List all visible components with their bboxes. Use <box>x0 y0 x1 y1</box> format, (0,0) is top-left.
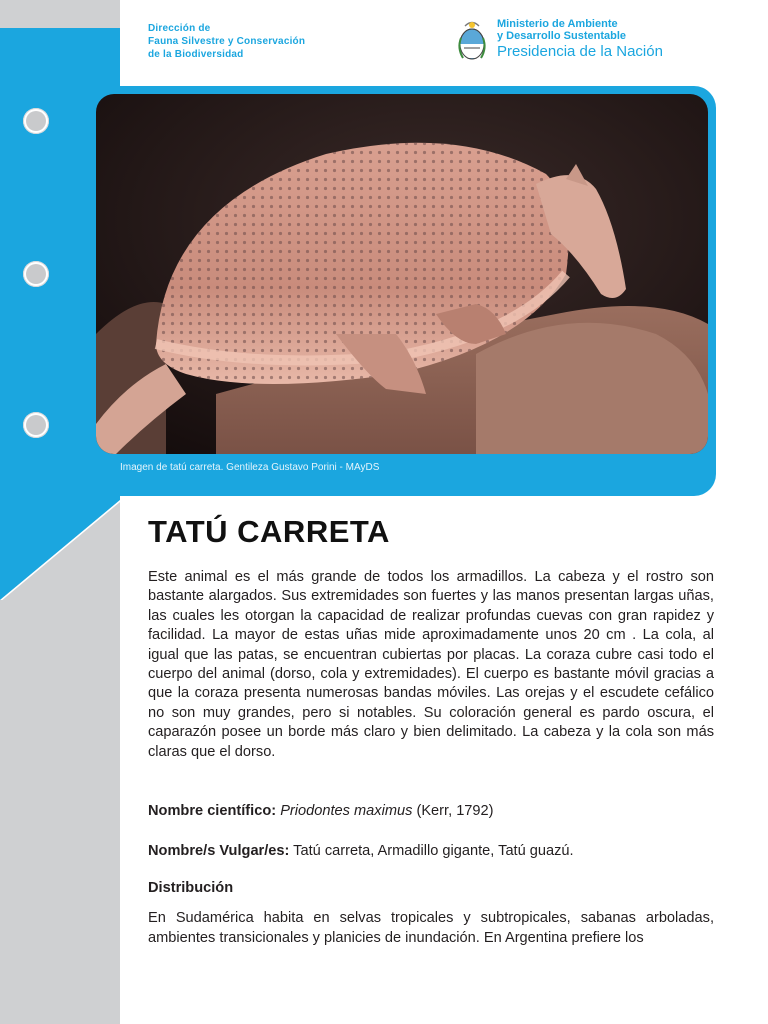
distribution-text: En Sudamérica habita en selvas tropicales y subtropicales, sabanas arboladas, ambientes transicionales y planicies de inundación. En Argentina prefiere los <box>148 910 714 946</box>
agency-line: Dirección de <box>148 23 211 34</box>
common-names-row <box>148 842 574 861</box>
binder-ring-3 <box>23 412 49 438</box>
ministry-line: y Desarrollo Sustentable <box>497 30 626 42</box>
common-names: Tatú carreta, Armadillo gigante, Tatú guazú. <box>289 843 574 859</box>
national-coat-of-arms-icon <box>455 18 489 62</box>
scientific-name-label: Nombre científico: <box>148 803 277 819</box>
scientific-name: Priodontes maximus <box>280 803 413 819</box>
agency-line: Fauna Silvestre y Conservación <box>148 36 306 47</box>
distribution-heading: Distribución <box>148 880 234 896</box>
page-title: TATÚ CARRETA <box>148 514 390 549</box>
ministry-header <box>455 18 663 62</box>
species-description: Este animal es el más grande de todos los armadillos. La cabeza y el rostro son bastante alargados. Sus extremidades son fuertes y las manos presentan largas uñas, las cuales les otorgan la capacidad de realizar profundas cuevas con gran rapidez y facilidad. La mayor de estas uñas mide aproximadamente unos 20 cm . La cola, al igual que las patas, se encuentran cubiertas por placas. La coraza cubre casi todo el cuerpo del animal (dorso, cola y extremidades). El cuerpo es bastante móvil gracias a que la coraza presenta numerosas bandas móviles. Las orejas y el escudete cefálico no son muy grandes, pero si notables. Su coloración general es pardo oscura, el caparazón posee un borde más claro y bien delimitado. La cabeza y la cola son más claras que el dorso. <box>148 569 714 760</box>
armadillo-photo <box>96 94 708 454</box>
binder-ring-2 <box>23 261 49 287</box>
common-names-label: Nombre/s Vulgar/es: <box>148 843 290 859</box>
scientific-author: (Kerr, 1792) <box>412 803 494 819</box>
diagonal-divider <box>0 480 140 600</box>
presidency-label: Presidencia de la Nación <box>497 43 663 60</box>
ministry-line: Ministerio de Ambiente <box>497 18 618 30</box>
binder-ring-1 <box>23 108 49 134</box>
scientific-name-row <box>148 802 494 821</box>
photo-caption: Imagen de tatú carreta. Gentileza Gustavo Porini - MAyDS <box>120 462 380 473</box>
agency-line: de la Biodiversidad <box>148 49 244 60</box>
agency-name <box>148 22 305 61</box>
